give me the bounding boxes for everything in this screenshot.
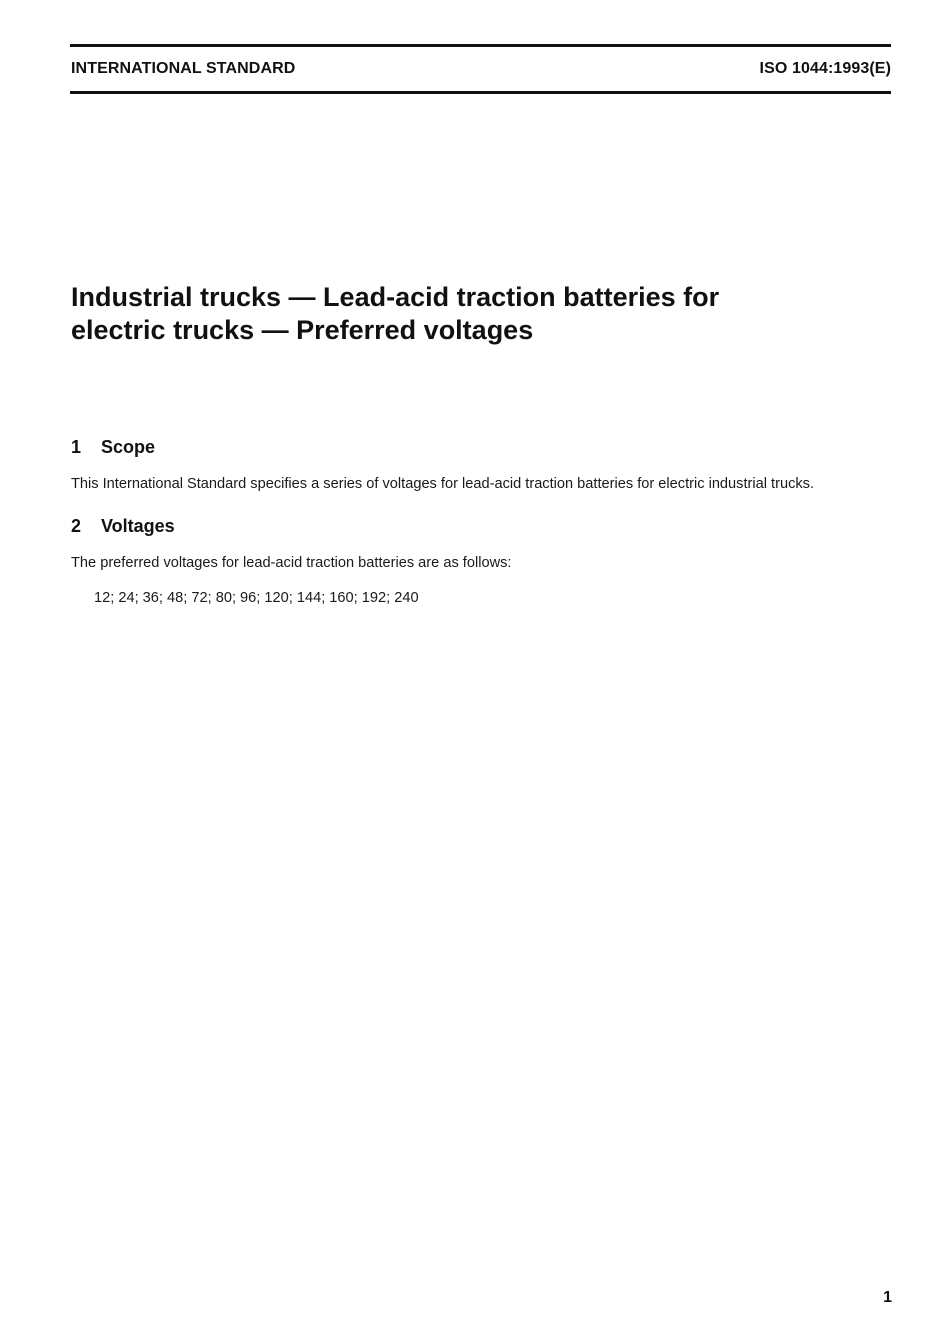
section-scope-heading [71,437,155,458]
section-number: 1 [71,437,82,457]
title-line-1: Industrial trucks — Lead-acid traction batteries for [71,282,720,312]
standard-reference: ISO 1044:1993(E) [759,60,891,77]
section-title: Voltages [101,516,175,536]
section-voltages-heading [71,516,175,537]
voltages-list: 12; 24; 36; 48; 72; 80; 96; 120; 144; 160; 192; 240 [94,590,419,606]
header-bottom-rule [70,91,891,94]
scope-paragraph: This International Standard specifies a series of voltages for lead-acid traction batteries for electric industrial trucks. [71,476,815,492]
section-number: 2 [71,516,82,536]
voltages-paragraph: The preferred voltages for lead-acid traction batteries are as follows: [71,555,512,571]
section-title: Scope [101,437,156,457]
header-top-rule [70,44,891,47]
document-type-label: INTERNATIONAL STANDARD [71,60,296,77]
page-number: 1 [883,1289,892,1306]
document-title [71,281,851,347]
title-line-2: electric trucks — Preferred voltages [71,315,534,345]
